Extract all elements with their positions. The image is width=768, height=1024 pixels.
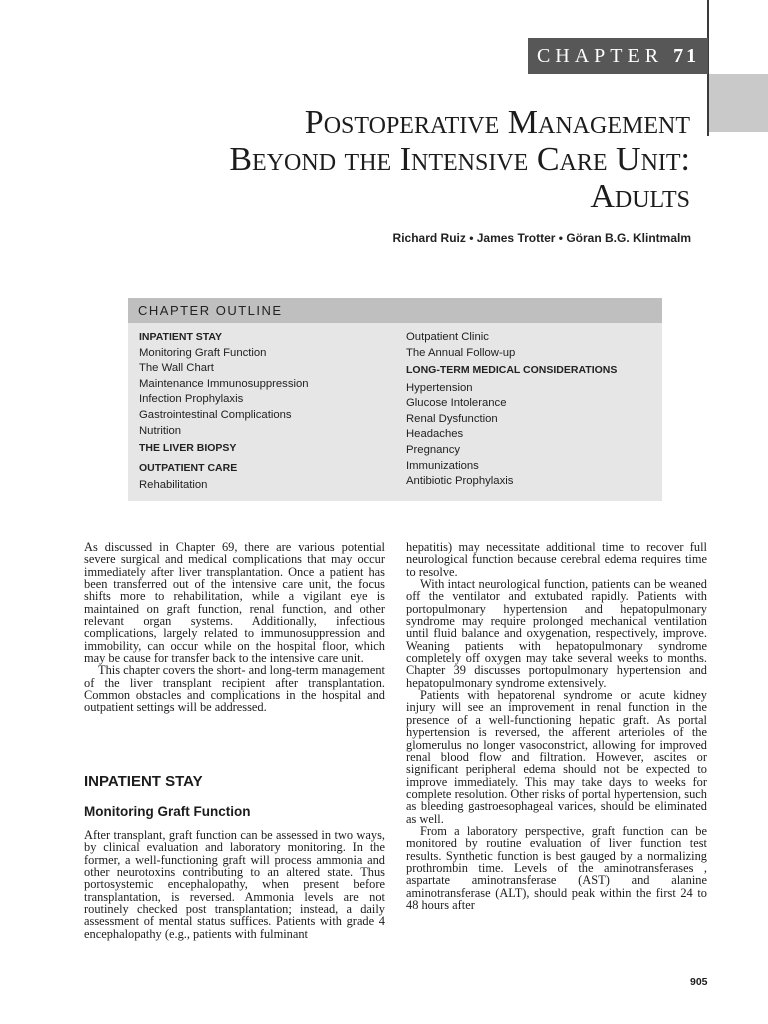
right-column <box>406 541 707 911</box>
outline-left-column <box>139 330 394 494</box>
paragraph: From a laboratory perspective, graft function can be monitored by routine evaluation of liver function test results. Synthetic function is best gauged by a normalizing prothrombin time. Levels of the aminotransferases , aspartate aminotransferase (AST) and alanine aminotransferase (ALT), should peak within the first 24 to 48 hours after <box>406 823 707 912</box>
chapter-label-box <box>528 38 708 74</box>
outline-item: Headaches <box>406 428 464 441</box>
subsection-heading: Monitoring Graft Function <box>84 804 251 819</box>
title-line: Postoperative Management <box>304 104 690 141</box>
outline-right-column <box>406 330 656 490</box>
page-number: 905 <box>690 976 708 988</box>
outline-item: Renal Dysfunction <box>406 412 498 425</box>
paragraph: After transplant, graft function can be assessed in two ways, by clinical evaluation and laboratory monitoring. In the former, a well-functioning graft will process ammonia and other neurotoxins contributing to an altered state. Thus portosystemic encephalopathy, when present before transplantation, is reversed. Ammonia levels are not routinely checked post transplantation; instead, a daily assessment of mental status suffices. Patients with grade 4 encephalopathy (e.g., patients with fulminant <box>84 828 385 941</box>
paragraph: hepatitis) may necessitate additional time to recover full neurological function because cerebral edema requires time to resolve. <box>406 540 707 579</box>
outline-item: Maintenance Immunosuppression <box>139 377 309 390</box>
title-line: Adults <box>590 178 690 215</box>
chapter-number: 71 <box>673 44 700 67</box>
outline-item: Glucose Intolerance <box>406 397 507 410</box>
title-line: Beyond the Intensive Care Unit: <box>229 141 690 178</box>
outline-section-header: OUTPATIENT CARE <box>139 461 238 474</box>
outline-item: Infection Prophylaxis <box>139 393 244 406</box>
outline-item: Immunizations <box>406 459 479 472</box>
outline-item: Nutrition <box>139 424 182 437</box>
left-column-body <box>84 829 385 940</box>
outline-item: Hypertension <box>406 381 473 394</box>
paragraph: Patients with hepatorenal syndrome or acute kidney injury will see an improvement in renal function in the presence of a well-functioning hepatic graft. As portal hypertension is reversed, the afferent arterioles of the glomerulus no longer vasoconstrict, allowing for improved renal blood flow and filtration. However, ascites or significant peripheral edema should not be expected to improve immediately. This may take days to weeks for complete resolution. Other risks of portal hypertension, such as bleeding gastroesophageal varices, should be eliminated as well. <box>406 688 707 826</box>
outline-heading: CHAPTER OUTLINE <box>128 298 662 323</box>
outline-item: Monitoring Graft Function <box>139 346 267 359</box>
outline-item: Rehabilitation <box>139 479 208 492</box>
outline-section-header: INPATIENT STAY <box>139 331 223 343</box>
chapter-outline-box <box>128 298 662 501</box>
outline-item: The Annual Follow-up <box>406 346 516 359</box>
outline-item: The Wall Chart <box>139 362 214 375</box>
outline-item: Pregnancy <box>406 444 461 457</box>
chapter-label: CHAPTER <box>536 44 664 67</box>
authors: Richard Ruiz • James Trotter • Göran B.G. Klintmalm <box>392 231 691 245</box>
outline-section-header: LONG-TERM MEDICAL CONSIDERATIONS <box>406 364 618 377</box>
chapter-title <box>50 104 690 215</box>
corner-tab <box>709 74 768 132</box>
outline-section-header: THE LIVER BIOPSY <box>139 442 237 455</box>
outline-item: Antibiotic Prophylaxis <box>406 475 514 488</box>
outline-item: Gastrointestinal Complications <box>139 408 292 421</box>
paragraph: With intact neurological function, patients can be weaned off the ventilator and extubated rapidly. Patients with portopulmonary hypertension and hepatopulmonary syndrome may require prolonged mechanical ventilation until fluid balance and oxygenation, respectively, improve. Weaning patients with hepatopulmonary syndrome completely off oxygen may take several weeks to months. Chapter 39 discusses portopulmonary hypertension and hepatopulmonary syndrome extensively. <box>406 577 707 690</box>
section-heading: INPATIENT STAY <box>84 773 203 790</box>
left-column-intro <box>84 541 385 714</box>
paragraph: This chapter covers the short- and long-term management of the liver transplant recipient after transplantation. Common obstacles and complications in the hospital and outpatient settings will be addressed. <box>84 663 385 715</box>
paragraph: As discussed in Chapter 69, there are various potential severe surgical and medical complications that may occur immediately after liver transplantation. Once a patient has been transferred out of the intensive care unit, the focus shifts more to rehabilitation, while a vigilant eye is maintained on graft function, renal function, and other relevant organ systems. Additionally, infectious complications, largely related to immunosuppression and immobility, can occur while on the hospital floor, which may be cause for transfer back to the intensive care unit. <box>84 540 385 666</box>
outline-item: Outpatient Clinic <box>406 331 489 343</box>
